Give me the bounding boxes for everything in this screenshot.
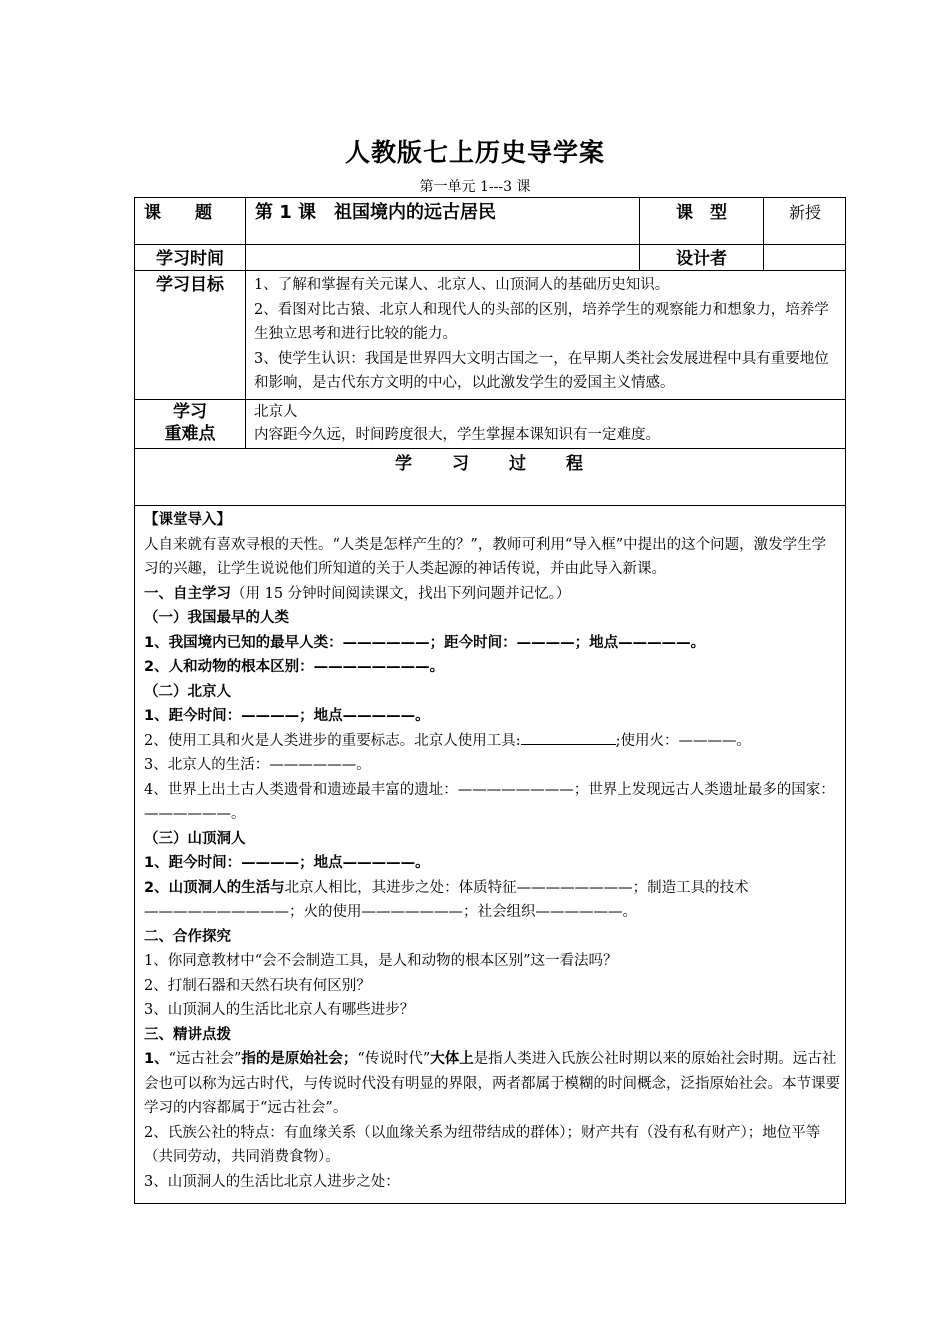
question-text: 2、使用工具和火是人类进步的重要标志。北京人使用工具: [144, 732, 521, 749]
section-heading-2: 二、合作探究 [144, 928, 231, 945]
explanation-part: 大体上 [430, 1051, 474, 1067]
process-heading: 学 习 过 程 [395, 454, 585, 474]
question: 2、人和动物的根本区别：————————。 [144, 659, 445, 675]
question [144, 729, 840, 754]
explanation: 2、氏族公社的特点：有血缘关系（以血缘关系为纽带结成的群体）；财产共有（没有私有财产）；地位平等（共同劳动，共同消费食物）。 [144, 1124, 821, 1165]
row-divider [134, 399, 846, 400]
question: 1、距今时间：————；地点—————。 [144, 855, 430, 871]
difficulty-label-line: 学习 [173, 402, 207, 422]
type-value: 新授 [788, 203, 821, 222]
subsection-heading: （二）北京人 [144, 683, 231, 700]
explanation [144, 1047, 840, 1121]
question-text: 北京人相比，其进步之处：体质特征————————；制造工具的技术——————————；火的使用———————；社会组织——————。 [144, 879, 749, 920]
difficulty-line: 北京人 [254, 404, 298, 420]
row-divider [134, 505, 846, 506]
document-title: 人教版七上历史导学案 [344, 138, 605, 167]
explanation-part: 是指人类进入氏族公社时期以来的原始社会时期。远古社会也可以称为远古时代，与传说时代没有明显的界限，两者都属于模糊的时间概念，泛指原始社会。本节课要学习的内容都属于“远古社会”。 [144, 1051, 840, 1116]
explanation-part: “远古社会” [168, 1051, 242, 1067]
explanation-part: 指的是原始社会； [241, 1051, 358, 1067]
difficulty-line: 内容距今久远，时间跨度很大，学生掌握本课知识有一定难度。 [254, 427, 660, 443]
explanation-part: “传说时代” [357, 1051, 431, 1067]
section-heading-1 [144, 582, 840, 607]
question-text: 2、山顶洞人的生活与 [144, 879, 285, 896]
goals-list [254, 273, 840, 396]
subsection-heading: （三）山顶洞人 [144, 830, 246, 847]
explanation-part: 1、 [144, 1051, 169, 1067]
section-title: 一、自主学习 [144, 585, 231, 602]
time-label: 学习时间 [156, 249, 224, 269]
lesson-title: 第 1 课 祖国境内的远古居民 [255, 202, 497, 223]
difficulty-content [254, 401, 840, 447]
row-divider [134, 244, 846, 245]
intro-text: 人自来就有喜欢寻根的天性。“人类是怎样产生的？”，教师可利用“导入框”中提出的这个问题，激发学生学习的兴趣，让学生说说他们所知道的关于人类起源的神话传说，并由此导入新课。 [144, 536, 827, 577]
section-note: （用 15 分钟时间阅读课文，找出下列问题并记忆。） [231, 585, 571, 602]
goal-item: 3、使学生认识：我国是世界四大文明古国之一，在早期人类社会发展进程中具有重要地位和影响，是古代东方文明的中心，以此激发学生的爱国主义情感。 [254, 350, 829, 392]
question [144, 876, 840, 925]
question-text: ;使用火：————。 [615, 732, 751, 749]
answer-blank[interactable] [521, 730, 616, 745]
difficulty-label-line: 重难点 [164, 424, 216, 444]
difficulty-label [135, 401, 245, 445]
lesson-label: 课 题 [144, 203, 212, 223]
question: 2、打制石器和天然石块有何区别？ [144, 977, 371, 994]
row-divider [134, 448, 846, 449]
question: 1、我国境内已知的最早人类：——————；距今时间：————；地点—————。 [144, 634, 706, 651]
question: 3、北京人的生活：——————。 [144, 757, 371, 773]
question: 3、山顶洞人的生活比北京人有哪些进步？ [144, 1002, 415, 1018]
question: 4、世界上出土古人类遗骨和遗迹最丰富的遗址：————————；世界上发现远古人类遗址最多的国家：——————。 [144, 781, 835, 822]
goal-item: 2、看图对比古猿、北京人和现代人的头部的区别，培养学生的观察能力和想象力，培养学生独立思考和进行比较的能力。 [254, 301, 829, 343]
document-subtitle: 第一单元 1---3 课 [419, 179, 531, 195]
subsection-heading: （一）我国最早的人类 [144, 610, 289, 626]
col-divider [245, 197, 246, 449]
goals-label: 学习目标 [156, 275, 224, 295]
intro-heading: 【课堂导入】 [144, 512, 231, 528]
explanation: 3、山顶洞人的生活比北京人进步之处： [144, 1173, 400, 1190]
goal-item: 1、了解和掌握有关元谋人、北京人、山顶洞人的基础历史知识。 [254, 277, 670, 293]
section-heading-3: 三、精讲点拨 [144, 1026, 231, 1043]
question: 1、你同意教材中“会不会制造工具，是人和动物的根本区别”这一看法吗？ [144, 953, 618, 969]
type-label: 课 型 [676, 203, 727, 223]
designer-label: 设计者 [676, 249, 727, 269]
question: 1、距今时间：————；地点—————。 [144, 708, 430, 724]
lesson-body [144, 508, 840, 1194]
